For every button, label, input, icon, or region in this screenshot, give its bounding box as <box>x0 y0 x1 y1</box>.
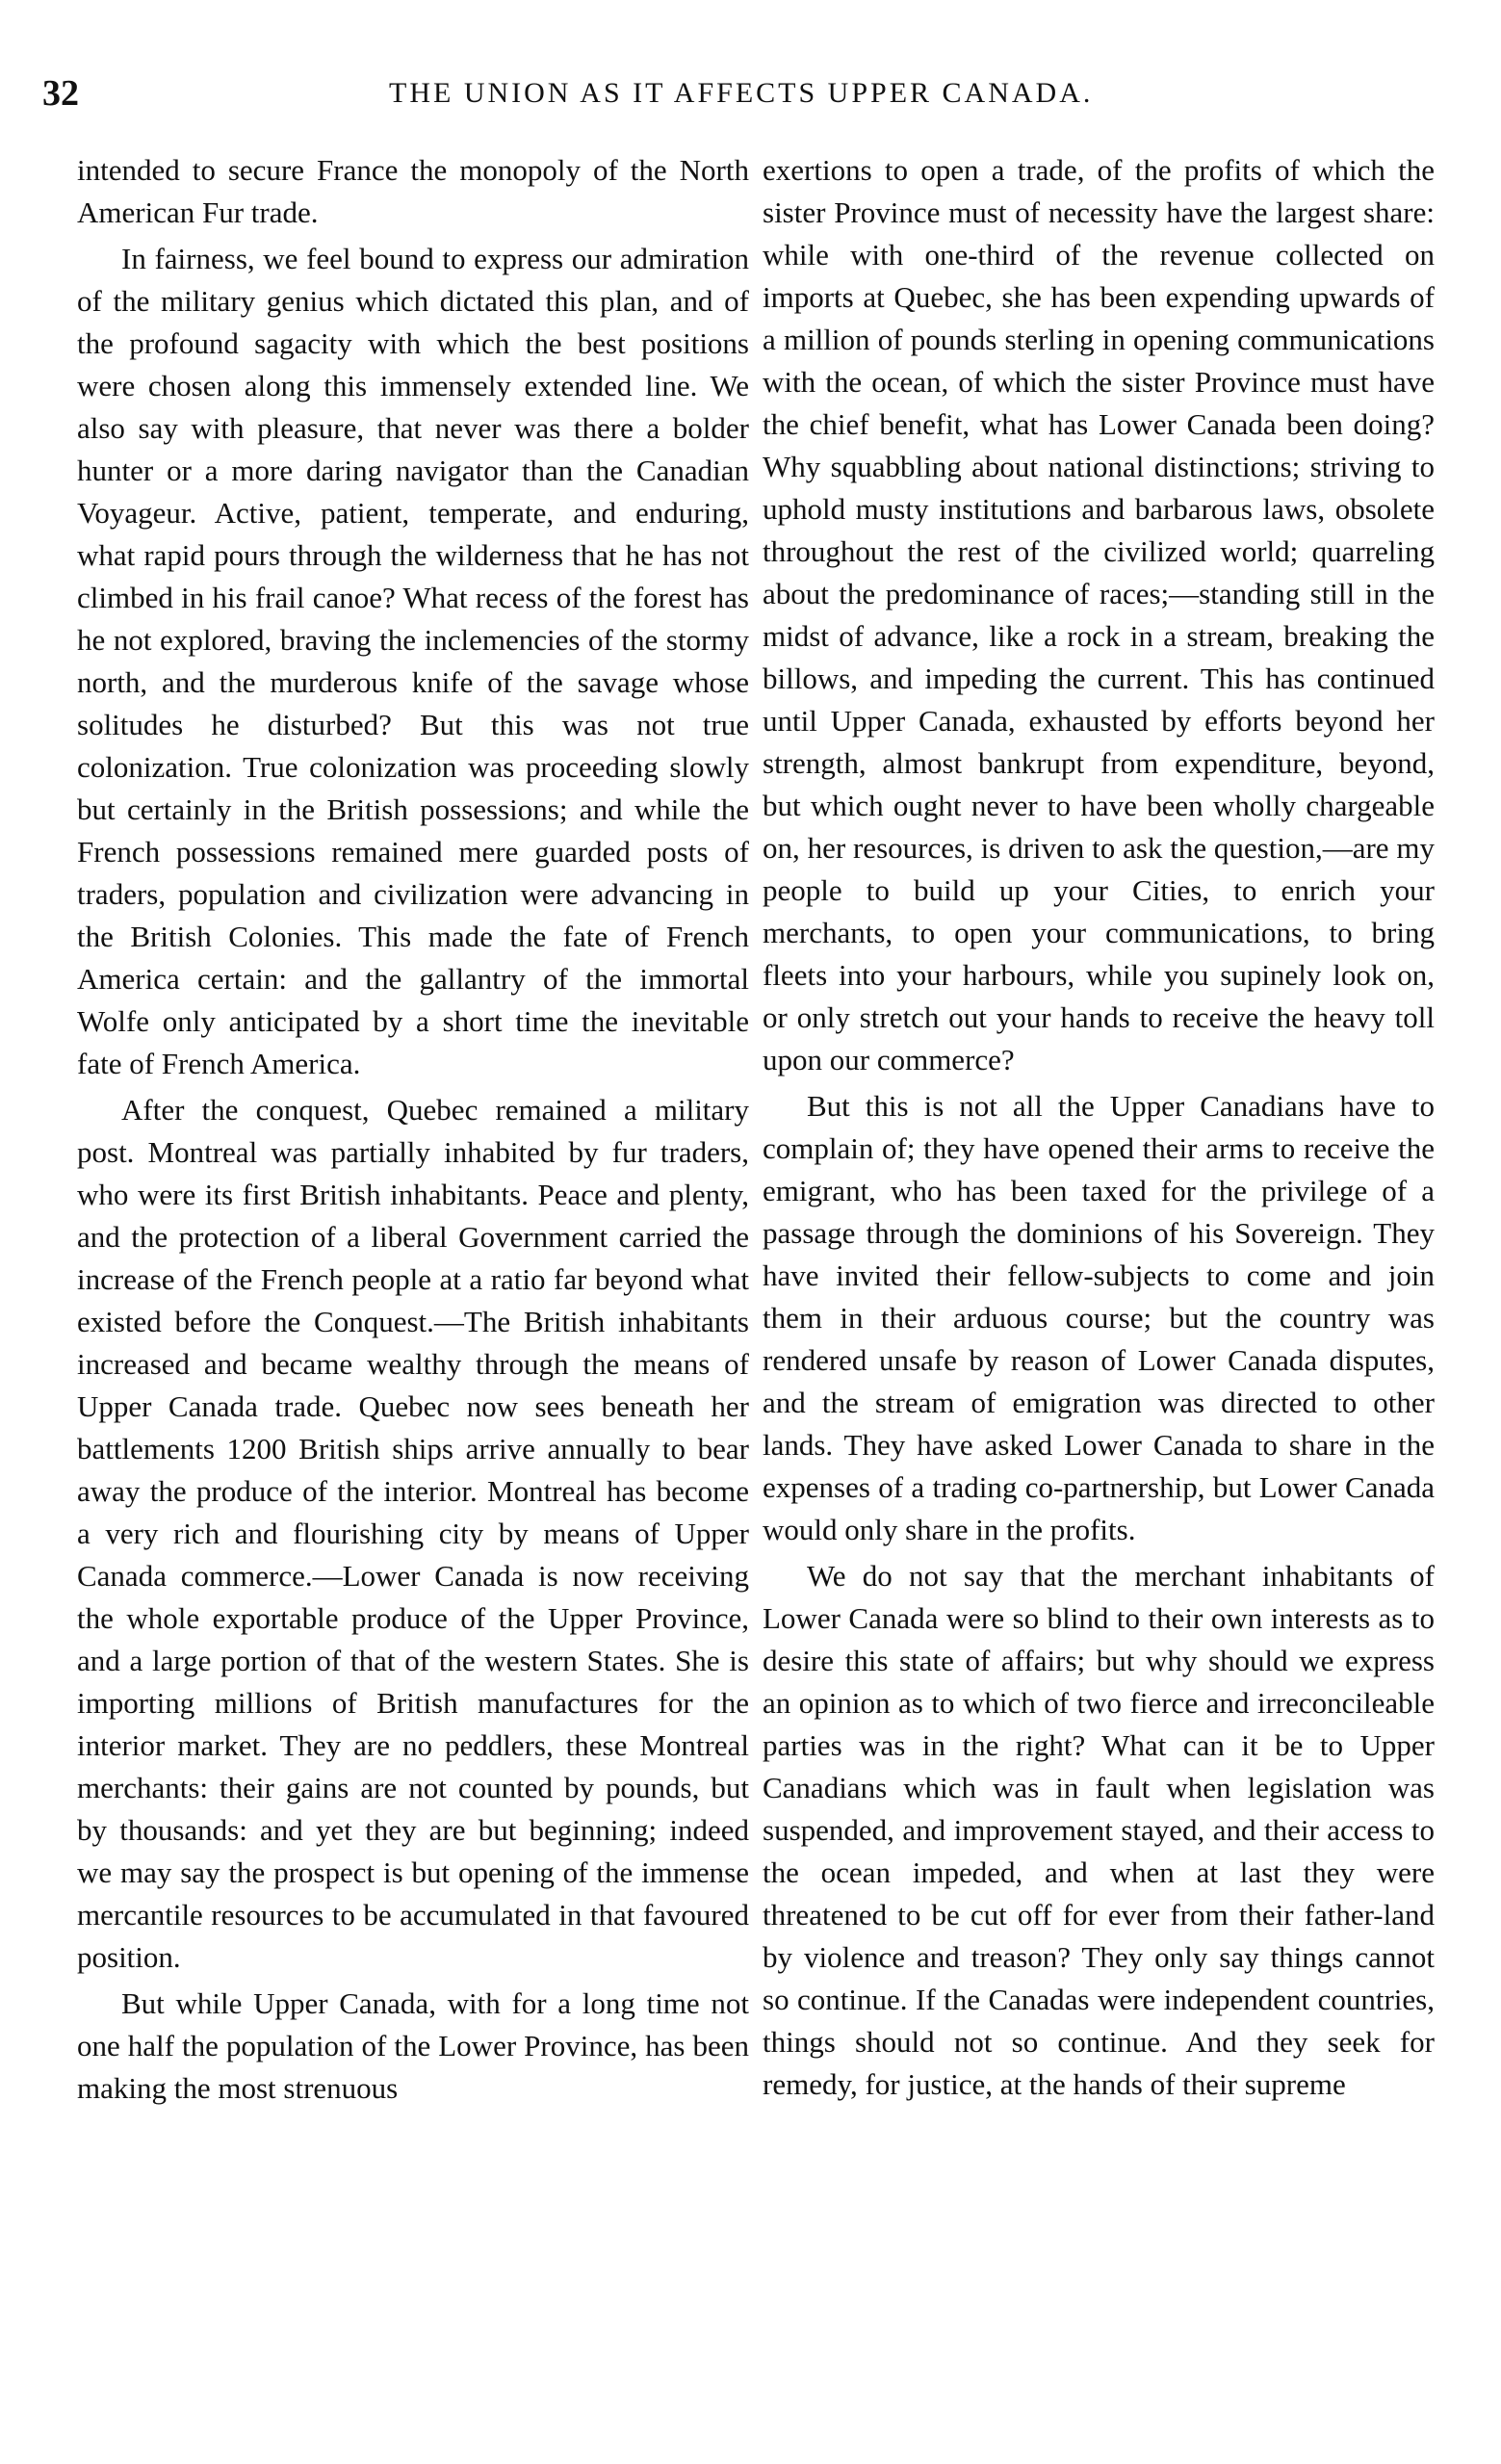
right-column <box>763 149 1435 2106</box>
page-header <box>42 69 1438 117</box>
running-title: THE UNION AS IT AFFECTS UPPER CANADA. <box>389 77 1094 109</box>
paragraph: After the conquest, Quebec remained a military post. Montreal was partially inhabited by fur traders, who were its first British inhabitants. Peace and plenty, and the protection of a liberal Government carried the increase of the French people at a ratio far beyond what existed before the Conquest.—The British inhabitants increased and became wealthy through the means of Upper Canada trade. Quebec now sees beneath her battlements 1200 British ships arrive annually to bear away the produce of the interior. Montreal has become a very rich and flourishing city by means of Upper Canada commerce.—Lower Canada is now receiving the whole exportable produce of the Upper Province, and a large portion of that of the western States. She is importing millions of British manufactures for the interior market. They are no peddlers, these Montreal merchants: their gains are not counted by pounds, but by thousands: and yet they are but beginning; indeed we may say the prospect is but opening of the immense mercantile resources to be accumulated in that favoured position. <box>77 1093 749 1974</box>
paragraph: In fairness, we feel bound to express our admiration of the military genius which dictated this plan, and of the profound sagacity with which the best positions were chosen along this immensely extended line. We also say with pleasure, that never was there a bolder hunter or a more daring navigator than the Canadian Voyageur. Active, patient, temperate, and enduring, what rapid pours through the wilderness that he has not climbed in his frail canoe? What recess of the forest has he not explored, braving the inclemencies of the stormy north, and the murderous knife of the savage whose solitudes he disturbed? But this was not true colonization. True colonization was proceeding slowly but certainly in the British possessions; and while the French possessions remained mere guarded posts of traders, population and civilization were advancing in the British Colonies. This made the fate of French America certain: and the gallantry of the immortal Wolfe only anticipated by a short time the inevitable fate of French America. <box>77 242 749 1080</box>
paragraph: exertions to open a trade, of the profits of which the sister Province must of necessity have the largest share: while with one-third of the revenue collected on imports at Quebec, she has been expending upwards of a million of pounds sterling in opening communications with the ocean, of which the sister Province must have the chief benefit, what has Lower Canada been doing? Why squabbling about national distinctions; striving to uphold musty institutions and barbarous laws, obsolete throughout the rest of the civilized world; quarreling about the predominance of races;—standing still in the midst of advance, like a rock in a stream, breaking the billows, and impeding the current. This has continued until Upper Canada, exhausted by efforts beyond her strength, almost bankrupt from expenditure, beyond, but which ought never to have been wholly chargeable on, her resources, is driven to ask the question,—are my people to build up your Cities, to enrich your merchants, to open your communications, to bring fleets into your harbours, while you supinely look on, or only stretch out your hands to receive the heavy toll upon our commerce? <box>763 153 1435 1076</box>
left-column <box>77 149 749 2110</box>
paragraph: intended to secure France the monopoly of the North American Fur trade. <box>77 153 749 229</box>
paragraph: But this is not all the Upper Canadians have to complain of; they have opened their arms to receive the emigrant, who has been taxed for the privilege of a passage through the dominions of his Sovereign. They have invited their fellow-subjects to come and join them in their arduous course; but the country was rendered unsafe by reason of Lower Canada disputes, and the stream of emigration was directed to other lands. They have asked Lower Canada to share in the expenses of a trading co-partnership, but Lower Canada would only share in the profits. <box>763 1089 1435 1546</box>
page-number: 32 <box>42 73 79 114</box>
paragraph: We do not say that the merchant inhabitants of Lower Canada were so blind to their own interests as to desire this state of affairs; but why should we express an opinion as to which of two fierce and irreconcileable parties was in the right? What can it be to Upper Canadians which was in fault when legislation was suspended, and improvement stayed, and their access to the ocean impeded, and when at last they were threatened to be cut off for ever from their father-land by violence and treason? They only say things cannot so continue. If the Canadas were independent countries, things should not so continue. And they seek for remedy, for justice, at the hands of their supreme <box>763 1559 1435 2101</box>
paragraph: But while Upper Canada, with for a long time not one half the population of the Lower Province, has been making the most strenuous <box>77 1986 749 2105</box>
